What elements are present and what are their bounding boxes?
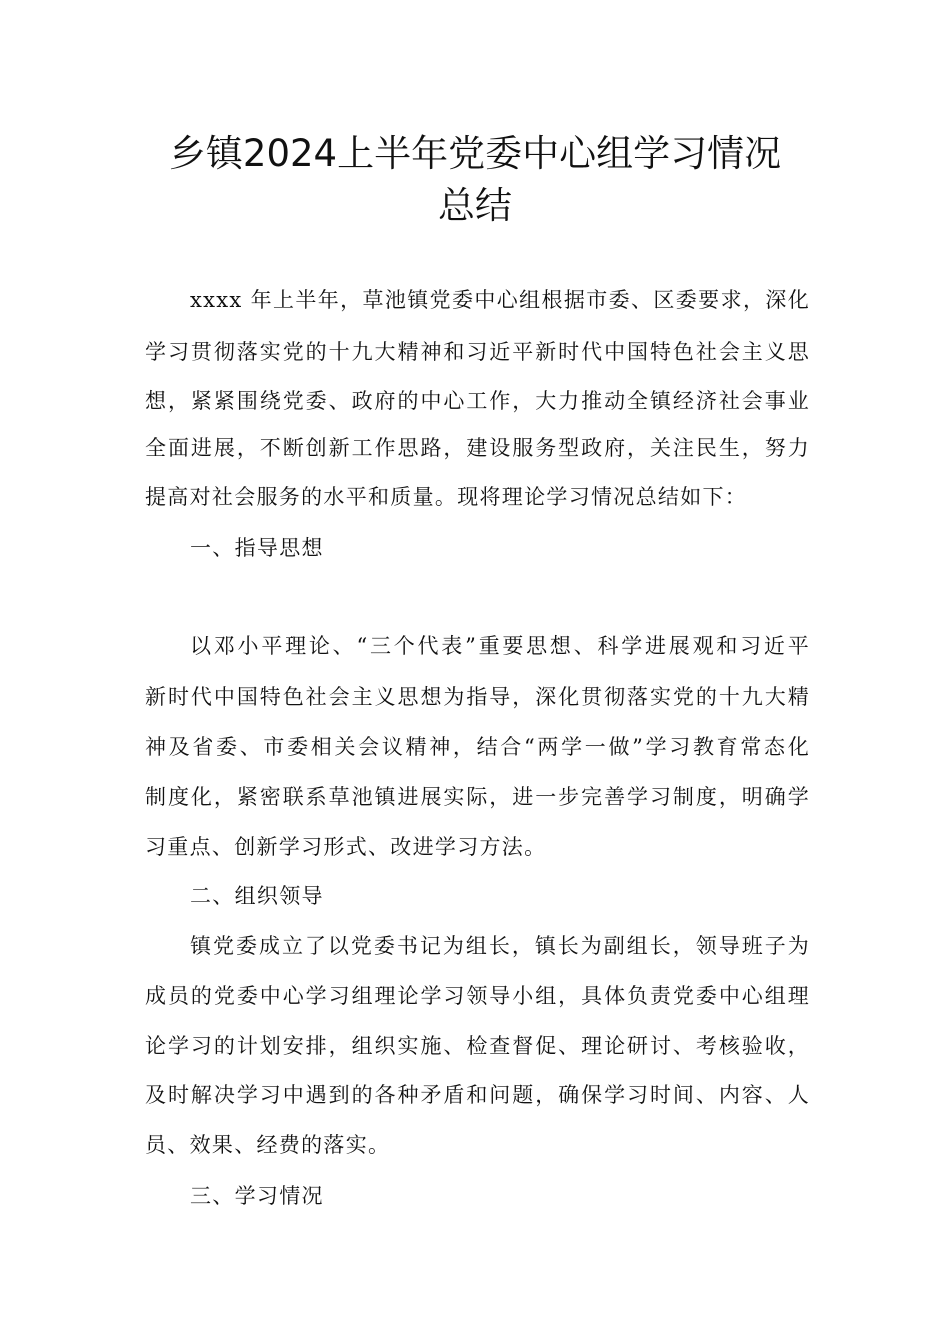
section-2-paragraph-line: 员、效果、经费的落实。 bbox=[145, 1133, 391, 1157]
section-1-paragraph-line: 神及省委、市委相关会议精神，结合“两学一做”学习教育常态化 bbox=[145, 735, 810, 759]
section-1-heading: 一、指导思想 bbox=[190, 536, 324, 560]
intro-paragraph-line: 全面进展，不断创新工作思路，建设服务型政府，关注民生，努力 bbox=[145, 436, 810, 460]
section-1-paragraph-line: 以邓小平理论、“三个代表”重要思想、科学进展观和习近平 bbox=[190, 634, 810, 658]
section-1-paragraph-line: 习重点、创新学习形式、改进学习方法。 bbox=[145, 835, 547, 859]
section-2-paragraph-line: 镇党委成立了以党委书记为组长，镇长为副组长，领导班子为 bbox=[190, 934, 810, 958]
intro-paragraph-line: 学习贯彻落实党的十九大精神和习近平新时代中国特色社会主义思 bbox=[145, 340, 810, 364]
section-2-paragraph-line: 论学习的计划安排，组织实施、检查督促、理论研讨、考核验收， bbox=[145, 1034, 810, 1058]
document-title-line-2: 总结 bbox=[438, 184, 512, 227]
section-3-heading: 三、学习情况 bbox=[190, 1184, 324, 1208]
intro-paragraph-line: 提高对社会服务的水平和质量。现将理论学习情况总结如下： bbox=[145, 485, 748, 509]
document-title-line-1: 乡镇2024上半年党委中心组学习情况 bbox=[168, 132, 782, 175]
section-1-paragraph-line: 制度化，紧密联系草池镇进展实际，进一步完善学习制度，明确学 bbox=[145, 785, 810, 809]
section-2-heading: 二、组织领导 bbox=[190, 884, 324, 908]
section-1-paragraph-line: 新时代中国特色社会主义思想为指导，深化贯彻落实党的十九大精 bbox=[145, 685, 810, 709]
section-2-paragraph-line: 及时解决学习中遇到的各种矛盾和问题，确保学习时间、内容、人 bbox=[145, 1083, 810, 1107]
intro-paragraph-line: xxxx 年上半年，草池镇党委中心组根据市委、区委要求，深化 bbox=[190, 288, 810, 312]
intro-paragraph-line: 想，紧紧围绕党委、政府的中心工作，大力推动全镇经济社会事业 bbox=[145, 389, 810, 413]
section-2-paragraph-line: 成员的党委中心学习组理论学习领导小组，具体负责党委中心组理 bbox=[145, 984, 810, 1008]
